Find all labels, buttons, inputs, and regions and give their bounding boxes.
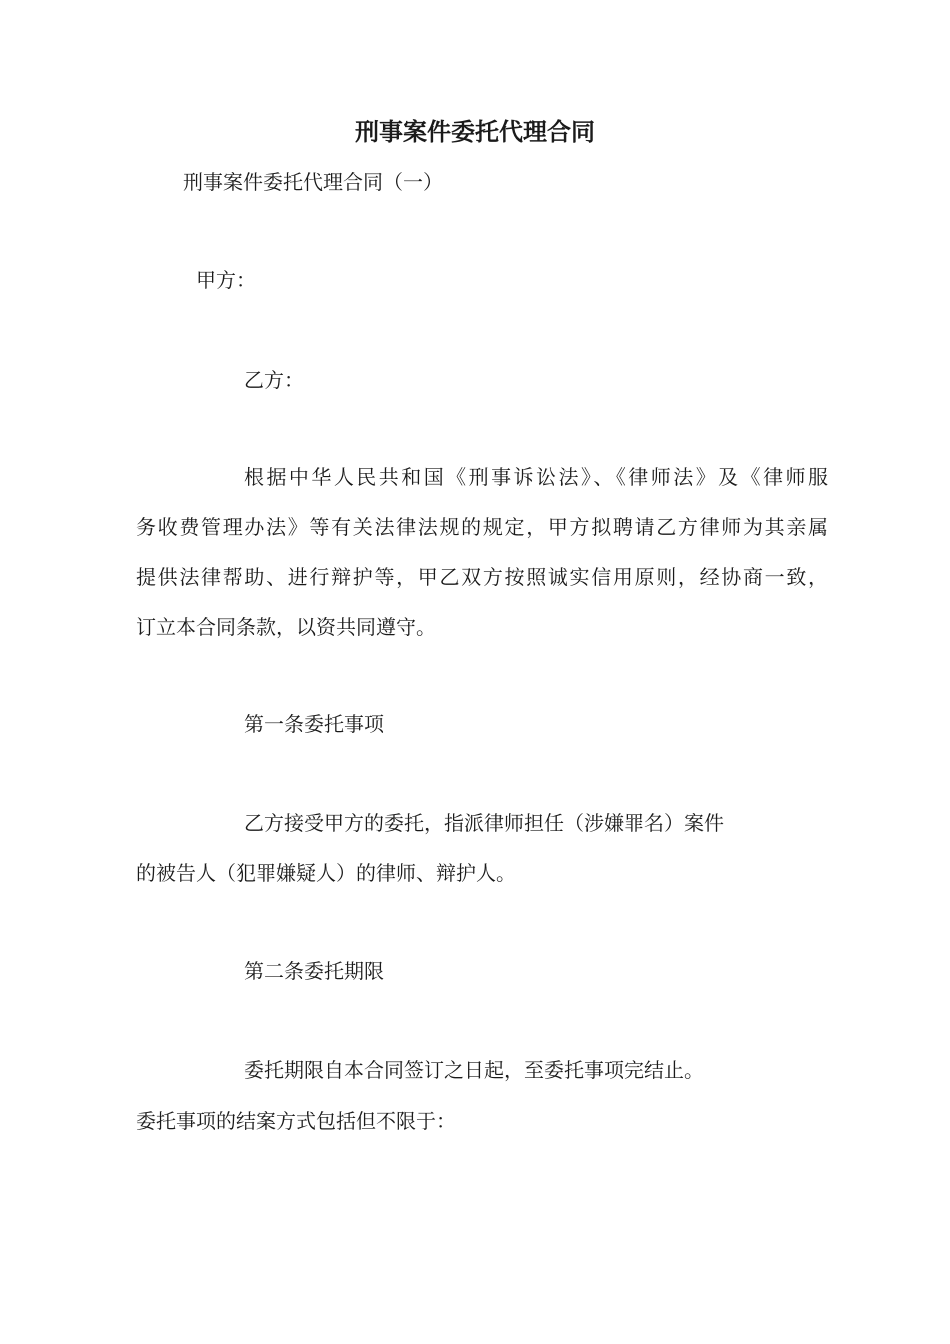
article-2-line-2: 委托事项的结案方式包括但不限于：: [136, 1109, 456, 1133]
preamble-line-1: 根据中华人民共和国《刑事诉讼法》、《律师法》及《律师服: [244, 465, 828, 489]
preamble-line-4: 订立本合同条款，以资共同遵守。: [136, 615, 436, 639]
article-2-line-1: 委托期限自本合同签订之日起，至委托事项完结止。: [244, 1058, 704, 1082]
article-1-heading: 第一条委托事项: [244, 712, 384, 736]
preamble-line-3: 提供法律帮助、进行辩护等，甲乙双方按照诚实信用原则，经协商一致，: [136, 565, 828, 589]
article-1-line-1: 乙方接受甲方的委托，指派律师担任（涉嫌罪名）案件: [244, 811, 724, 835]
article-1-line-2: 的被告人（犯罪嫌疑人）的律师、辩护人。: [136, 861, 516, 885]
document-title: 刑事案件委托代理合同: [355, 118, 595, 146]
party-b-label: 乙方：: [244, 368, 304, 392]
article-2-heading: 第二条委托期限: [244, 959, 384, 983]
preamble-line-2: 务收费管理办法》等有关法律法规的规定，甲方拟聘请乙方律师为其亲属: [136, 515, 828, 539]
document-subtitle: 刑事案件委托代理合同（一）: [183, 170, 443, 194]
party-a-label: 甲方：: [196, 268, 256, 292]
